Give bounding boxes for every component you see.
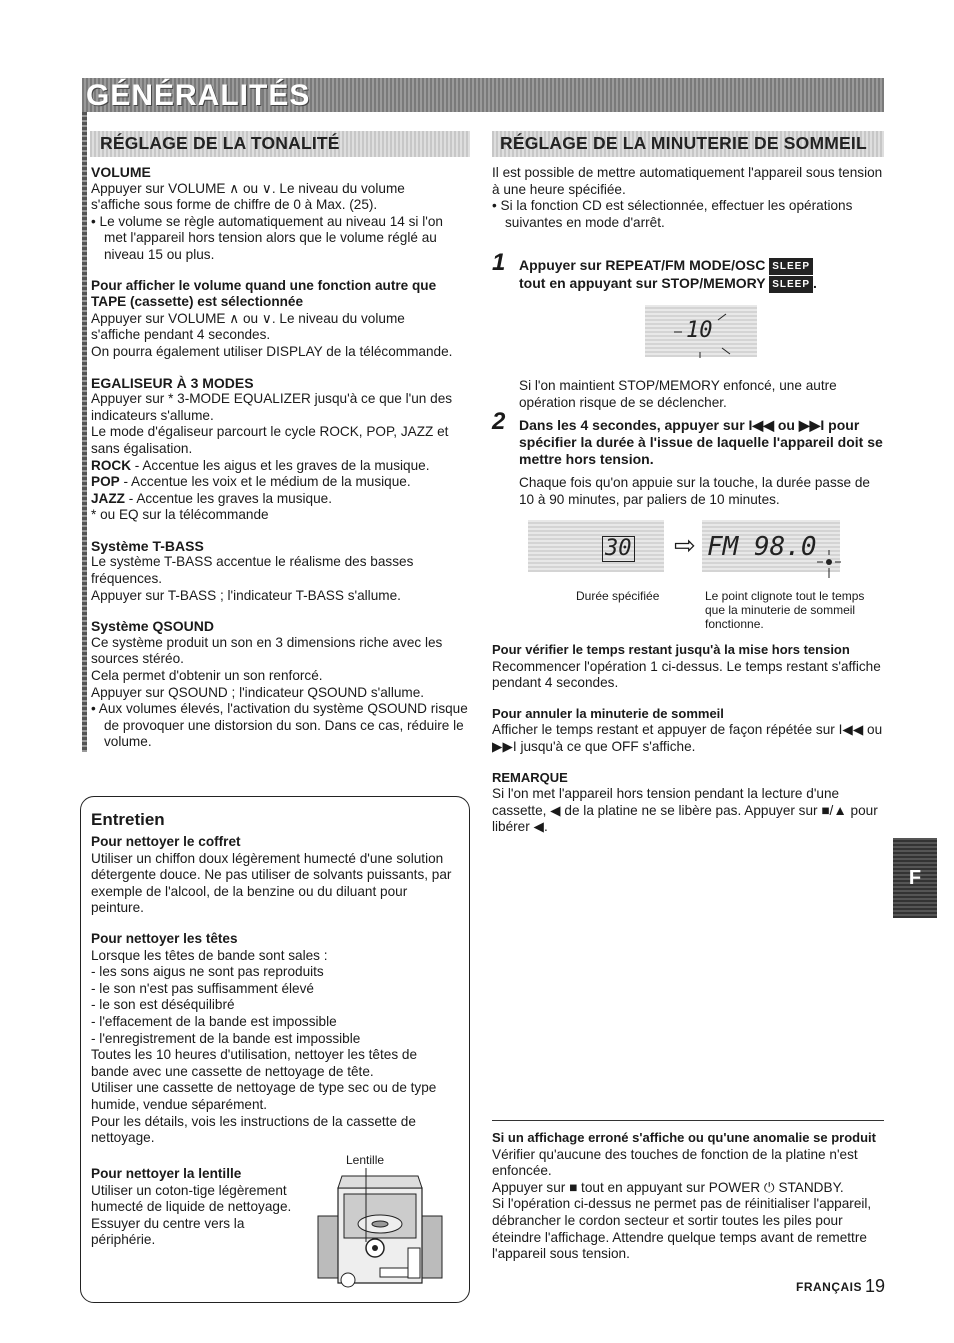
lcd-display-2	[528, 520, 664, 572]
verify-text: Recommencer l'opération 1 ci-dessus. Le temps restant s'affiche pendant 4 secondes.	[492, 658, 881, 691]
arrow-right-icon: ⇨	[674, 530, 696, 560]
left-decorative-bar	[82, 112, 87, 752]
sleep-intro-text: Il est possible de mettre automatiquement l'appareil sous tension à une heure spécifiée.	[492, 165, 883, 197]
anomaly-text-1: Vérifier qu'aucune des touches de fonction de la platine n'est enfoncée.	[492, 1146, 858, 1179]
maintenance-content	[91, 810, 453, 1147]
blink-rays-icon	[660, 312, 750, 358]
qsound-text-1: Ce système produit un son en 3 dimensions riche avec les sources stéréo.	[91, 634, 443, 667]
volume-other-text-2: s'affiche pendant 4 secondes.	[91, 327, 271, 343]
equalizer-heading: EGALISEUR À 3 MODES	[91, 374, 254, 391]
equalizer-pop	[91, 474, 469, 491]
step-1-text	[519, 257, 889, 293]
list-item: - l'enregistrement de la bande est impossible	[91, 1030, 361, 1046]
sleep-intro-bullet: • Si la fonction CD est sélectionnée, effectuer les opérations suivantes en mode d'arrêt.	[492, 198, 853, 230]
tetes-para-2: Utiliser une cassette de nettoyage de type sec ou de type humide, vendue séparément.	[91, 1080, 437, 1112]
tonality-section-title: RÉGLAGE DE LA TONALITÉ	[100, 133, 340, 153]
volume-other-text-3: On pourra également utiliser DISPLAY de la télécommande.	[91, 343, 453, 359]
equalizer-text-1: Appuyer sur * 3-MODE EQUALIZER jusqu'à ce que l'un des indicateurs s'allume.	[91, 391, 453, 423]
sleep-badge: SLEEP	[769, 276, 813, 293]
qsound-text-2: Cela permet d'obtenir un son renforcé.	[91, 668, 323, 684]
left-column	[91, 164, 469, 751]
page-number: 19	[865, 1276, 886, 1296]
tbass-text-1: Le système T-BASS accentue le réalisme des basses fréquences.	[91, 554, 414, 587]
coffret-heading: Pour nettoyer le coffret	[91, 834, 241, 849]
jazz-label: JAZZ	[91, 490, 125, 506]
stereo-unit-illustration	[310, 1168, 450, 1293]
language-tab: F	[893, 838, 937, 918]
lentille-text: Utiliser un coton-tige légèrement humecté de liquide de nettoyage. Essuyer du centre vers la périphérie.	[91, 1182, 292, 1248]
volume-other-heading: Pour afficher le volume quand une fonction autre que TAPE (cassette) est sélectionnée	[91, 277, 437, 310]
tbass-heading: Système T-BASS	[91, 537, 204, 554]
anomaly-text-2: Appuyer sur ■ tout en appuyant sur POWER ⏻ STANDBY.	[492, 1179, 844, 1195]
pop-label: POP	[91, 474, 120, 490]
qsound-bullet: • Aux volumes élevés, l'activation du système QSOUND risque de provoquer une distorsion du son. Dans ce cas, réduire le volume.	[91, 701, 468, 750]
verify-heading: Pour vérifier le temps restant jusqu'à la mise hors tension	[492, 642, 850, 657]
tetes-heading: Pour nettoyer les têtes	[91, 930, 238, 946]
divider	[492, 1120, 884, 1121]
coffret-text: Utiliser un chiffon doux légèrement humecté d'une solution détergente douce. Ne pas utiliser de solvants puissants, par exemple de l'alcool, de la benzine ou du diluant pour peinture.	[91, 850, 452, 916]
sleep-intro	[492, 165, 884, 231]
equalizer-rock	[91, 458, 469, 475]
step-1-note: Si l'on maintient STOP/MEMORY enfoncé, une autre opération risque de se déclencher.	[519, 378, 837, 410]
step-2-note: Chaque fois qu'on appuie sur la touche, la durée passe de 10 à 90 minutes, par paliers de 10 minutes.	[519, 475, 870, 507]
list-item: - le son est déséquilibré	[91, 997, 235, 1013]
sleep-section-title: RÉGLAGE DE LA MINUTERIE DE SOMMEIL	[500, 133, 867, 153]
cancel-text: Afficher le temps restant et appuyer de façon répétée sur I◀◀ ou ▶▶I jusqu'à ce que OFF s'affiche.	[492, 722, 883, 754]
anomaly-heading: Si un affichage erroné s'affiche ou qu'une anomalie se produit	[492, 1130, 876, 1145]
footer-language: FRANÇAIS	[796, 1280, 862, 1294]
equalizer-note: * ou EQ sur la télécommande	[91, 507, 269, 523]
rock-label: ROCK	[91, 457, 132, 473]
volume-other-text-1: Appuyer sur VOLUME ∧ ou ∨. Le niveau du volume	[91, 310, 405, 326]
volume-bullet: • Le volume se règle automatiquement au niveau 14 si l'on met l'appareil hors tension alors que le volume réglé au niveau 15 ou plus.	[91, 213, 443, 262]
equalizer-text-2: Le mode d'égaliseur parcourt le cycle ROCK, POP, JAZZ et sans égalisation.	[91, 424, 449, 456]
step-1-line-1	[519, 257, 889, 275]
list-item: - l'effacement de la bande est impossible	[91, 1013, 337, 1029]
list-item: - les sons aigus ne sont pas reproduits	[91, 964, 324, 980]
lcd-display-2-value: 30	[602, 536, 635, 562]
volume-heading: VOLUME	[91, 164, 151, 180]
qsound-text-3: Appuyer sur QSOUND ; l'indicateur QSOUND s'allume.	[91, 684, 425, 700]
step-2-number: 2	[492, 408, 506, 435]
remark-text: Si l'on met l'appareil hors tension pendant la lecture d'une cassette, ◀ de la platine ne se libère pas. Appuyer sur ■/▲ pour libérer ◀.	[492, 786, 878, 835]
step-1-part-a: Appuyer sur REPEAT/FM MODE/OSC	[519, 257, 766, 273]
anomaly-text-3: Si l'opération ci-dessus ne permet pas de réinitialiser l'appareil, débrancher le cordon secteur et sortir toutes les piles pour éteindre l'affichage. Attendre quelque temps avant de remettre l'appareil sous tension.	[492, 1196, 872, 1262]
rock-text: - Accentue les aigus et les graves de la musique.	[131, 457, 430, 473]
step-1-number: 1	[492, 249, 506, 276]
lentille-block	[91, 1166, 297, 1249]
lentille-label: Lentille	[346, 1153, 385, 1167]
jazz-text: - Accentue les graves la musique.	[124, 490, 333, 506]
cancel-heading: Pour annuler la minuterie de sommeil	[492, 705, 724, 721]
tbass-text-2: Appuyer sur T-BASS ; l'indicateur T-BASS s'allume.	[91, 587, 401, 603]
tetes-para-3: Pour les détails, vois les instructions de la cassette de nettoyage.	[91, 1113, 416, 1146]
lcd-display-1-value: 10	[686, 318, 713, 343]
pop-text: - Accentue les voix et le médium de la musique.	[119, 474, 411, 490]
lcd-display-3-value: FM 98.0	[707, 532, 817, 562]
list-item: - le son n'est pas suffisamment élevé	[91, 980, 314, 996]
tetes-para-1: Toutes les 10 heures d'utilisation, nettoyer les têtes de bande avec une cassette de nettoyage de tête.	[91, 1047, 418, 1079]
qsound-heading: Système QSOUND	[91, 618, 214, 635]
page-title: GÉNÉRALITÉS	[86, 79, 311, 112]
equalizer-jazz	[91, 491, 469, 508]
anomaly-block	[492, 1130, 886, 1263]
step-1-line-2: tout en appuyant sur STOP/MEMORY SLEEP .	[519, 275, 817, 291]
step-2-text: Dans les 4 secondes, appuyer sur I◀◀ ou ▶▶I pour spécifier la durée à l'issue de laquelle l'appareil doit se mettre hors tension.	[519, 417, 883, 467]
blinking-dot-icon	[814, 548, 844, 580]
remark-heading: REMARQUE	[492, 769, 568, 785]
volume-text-2: s'affiche sous forme de chiffre de 0 à Max. (25).	[91, 197, 378, 213]
maintenance-title: Entretien	[91, 810, 165, 829]
lentille-heading: Pour nettoyer la lentille	[91, 1166, 242, 1181]
caption-blinking-dot: Le point clignote tout le temps que la minuterie de sommeil fonctionne.	[705, 589, 865, 631]
caption-duration: Durée spécifiée	[576, 589, 660, 603]
sleep-details	[492, 642, 884, 836]
sleep-badge: SLEEP	[769, 258, 813, 275]
step-1-part-b: tout en appuyant sur STOP/MEMORY	[519, 275, 766, 291]
volume-text-1: Appuyer sur VOLUME ∧ ou ∨. Le niveau du volume	[91, 180, 405, 196]
tetes-intro: Lorsque les têtes de bande sont sales :	[91, 947, 328, 963]
